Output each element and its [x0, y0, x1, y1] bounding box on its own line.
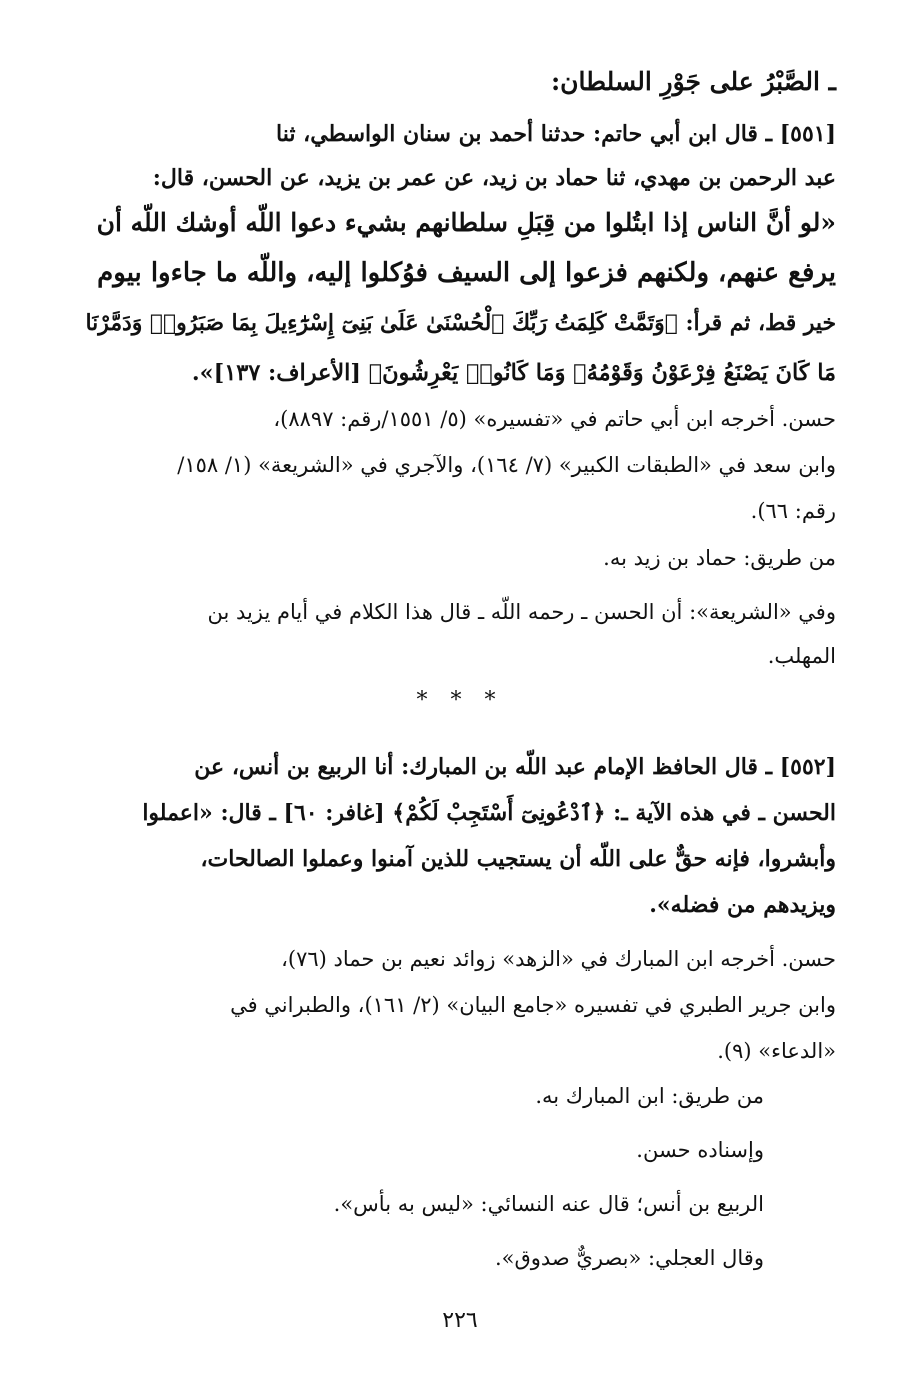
entry-551-quote-line: مَا كَانَ يَصْنَعُ فِرْعَوْنُ وَقَوْمُهُۥ وَمَا كَانُوا۟ يَعْرِشُونَ﴾ [الأعراف: ١٣٧]».: [191, 360, 836, 386]
entry-551-sharia-note: [84, 590, 836, 678]
entry-552-rabi-note: الربيع بن أنس؛ قال عنه النسائي: «ليس به بأس».: [333, 1192, 764, 1216]
entry-551-tariq: من طريق: حماد بن زيد به.: [603, 546, 836, 570]
entry-552-isnad: وإسناده حسن.: [636, 1138, 764, 1162]
entry-552-line: [٥٥٢] ـ قال الحافظ الإمام عبد اللّه بن المبارك: أنا الربيع بن أنس، عن: [194, 754, 836, 780]
section-heading: ـ الصَّبْرُ على جَوْرِ السلطان:: [550, 67, 836, 96]
entry-551-quote-line: «لو أنَّ الناس إذا ابتُلوا من قِبَلِ سلطانهم بشيء دعوا اللّه أوشك اللّه أن: [96, 208, 836, 237]
entry-552-takhrij-line: «الدعاء» (٩).: [717, 1039, 836, 1063]
entry-551-header: [84, 112, 836, 200]
section-separator: * * *: [416, 688, 504, 713]
entry-552-ijli-note: وقال العجلي: «بصريٌّ صدوق».: [494, 1246, 764, 1270]
entry-551-takhrij-line: رقم: ٦٦).: [750, 499, 836, 523]
page-number: ٢٢٦: [442, 1308, 478, 1333]
entry-551-sharia-line: المهلب.: [767, 644, 836, 668]
entry-552-line: وأبشروا، فإنه حقٌّ على اللّه أن يستجيب للذين آمنوا وعملوا الصالحات،: [200, 846, 836, 872]
entry-551-quote: [84, 198, 836, 398]
entry-551-quote-line: خير قط، ثم قرأ: ﴿وَتَمَّتْ كَلِمَتُ رَبِّكَ ٱلْحُسْنَىٰ عَلَىٰ بَنِىٓ إِسْرَٰٓءِيلَ بِمَا صَبَرُوا۟ وَدَمَّرْنَا: [85, 310, 836, 336]
entry-551-takhrij-line: وابن سعد في «الطبقات الكبير» (٧/ ١٦٤)، والآجري في «الشريعة» (١/ ١٥٨/: [177, 453, 836, 477]
entry-552-tariq: من طريق: ابن المبارك به.: [535, 1084, 764, 1108]
entry-552-takhrij-line: حسن. أخرجه ابن المبارك في «الزهد» زوائد نعيم بن حماد (٧٦)،: [281, 947, 836, 971]
entry-552-text: [84, 744, 836, 928]
entry-551-header-line: [٥٥١] ـ قال ابن أبي حاتم: حدثنا أحمد بن سنان الواسطي، ثنا: [276, 121, 836, 147]
entry-551-takhrij: [84, 396, 836, 534]
entry-552-line: ويزيدهم من فضله».: [649, 892, 836, 918]
entry-551-quote-line: يرفع عنهم، ولكنهم فزعوا إلى السيف فوُكلوا إليه، واللّه ما جاءوا بيوم: [97, 258, 836, 288]
entry-551-takhrij-line: حسن. أخرجه ابن أبي حاتم في «تفسيره» (٥/ ١٥٥١/رقم: ٨٨٩٧)،: [273, 407, 836, 431]
entry-552-line: الحسن ـ في هذه الآية ـ: ﴿ٱدْعُونِىٓ أَسْتَجِبْ لَكُمْ﴾ [غافر: ٦٠] ـ قال: «اعملوا: [142, 800, 836, 826]
entry-551-header-line: عبد الرحمن بن مهدي، ثنا حماد بن زيد، عن عمر بن يزيد، عن الحسن، قال:: [152, 165, 836, 191]
entry-552-takhrij-line: وابن جرير الطبري في تفسيره «جامع البيان» (٢/ ١٦١)، والطبراني في: [230, 993, 836, 1017]
entry-551-sharia-line: وفي «الشريعة»: أن الحسن ـ رحمه اللّه ـ قال هذا الكلام في أيام يزيد بن: [207, 600, 836, 624]
entry-552-takhrij: [84, 936, 836, 1074]
